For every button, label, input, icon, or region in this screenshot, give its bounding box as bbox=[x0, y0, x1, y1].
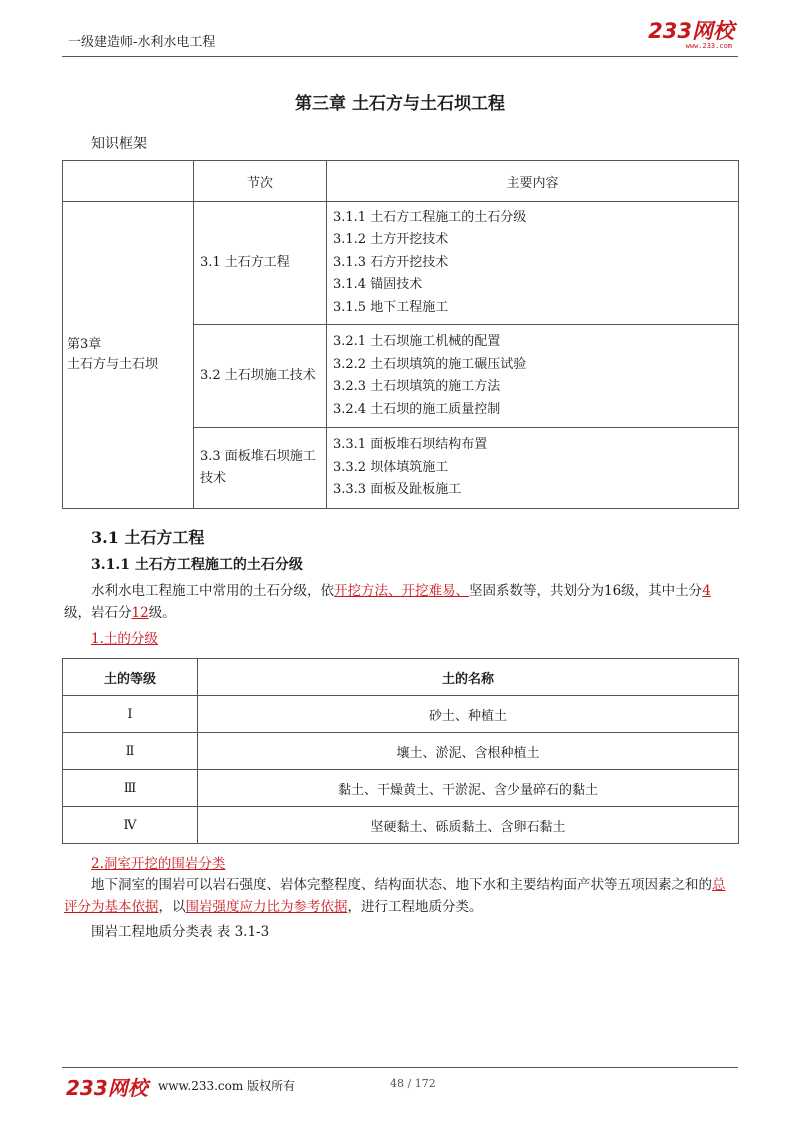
list-item: 3.1.1 土石方工程施工的土石分级 bbox=[333, 209, 527, 225]
logo-text: 233网校 bbox=[648, 19, 734, 43]
soil-name: 砂土、种植土 bbox=[198, 696, 739, 733]
footer-logo[interactable]: 233网校 bbox=[66, 1076, 148, 1100]
table-row bbox=[63, 807, 739, 844]
list-item: 3.1.2 土方开挖技术 bbox=[333, 232, 449, 248]
list-item: 3.1.3 石方开挖技术 bbox=[333, 254, 449, 270]
column-header-content: 主要内容 bbox=[327, 161, 739, 202]
section-items bbox=[327, 202, 739, 325]
table-header-row bbox=[63, 161, 739, 202]
paragraph-text: ，进行工程地质分类。 bbox=[347, 899, 483, 915]
section-title: 3.2 土石坝施工技术 bbox=[194, 325, 327, 428]
framework-label: 知识框架 bbox=[91, 136, 147, 152]
list-item: 3.3.3 面板及趾板施工 bbox=[333, 482, 462, 498]
soil-grade: Ⅰ bbox=[63, 696, 198, 733]
rock-classification-heading: 2.洞室开挖的围岩分类 bbox=[91, 856, 226, 872]
section-items bbox=[327, 428, 739, 509]
chapter-number: 第3章 bbox=[67, 337, 102, 352]
section-heading: 3.1 土石方工程 bbox=[91, 528, 205, 547]
column-header-name: 土的名称 bbox=[198, 659, 739, 696]
header-divider bbox=[62, 56, 738, 57]
paragraph-text: ，以 bbox=[158, 899, 186, 915]
table-row bbox=[63, 696, 739, 733]
subsection-heading: 3.1.1 土石方工程施工的土石分级 bbox=[91, 557, 303, 573]
chapter-cell bbox=[63, 202, 194, 509]
paragraph-text: 级。 bbox=[148, 605, 176, 621]
list-item: 3.2.4 土石坝的施工质量控制 bbox=[333, 401, 501, 417]
key-number: 4 bbox=[702, 583, 711, 599]
paragraph-text: 级，岩石分 bbox=[64, 605, 132, 621]
chapter-name: 土石方与土石坝 bbox=[67, 357, 159, 372]
table-corner-cell bbox=[63, 161, 194, 202]
key-phrase: 总评分为基本依据 bbox=[64, 877, 726, 915]
paragraph-text: 水利水电工程施工中常用的土石分级，依 bbox=[91, 583, 334, 599]
list-item: 3.2.2 土石坝填筑的施工碾压试验 bbox=[333, 356, 527, 372]
page-number: 48 / 172 bbox=[390, 1077, 436, 1090]
soil-name: 壤土、淤泥、含根种植土 bbox=[198, 733, 739, 770]
soil-name: 黏土、干燥黄土、干淤泥、含少量碎石的黏土 bbox=[198, 770, 739, 807]
paragraph-soil-classification bbox=[64, 580, 736, 624]
table-row bbox=[63, 202, 739, 325]
table-caption: 围岩工程地质分类表 表 3.1-3 bbox=[91, 924, 270, 940]
table-header-row bbox=[63, 659, 739, 696]
chapter-title: 第三章 土石方与土石坝工程 bbox=[295, 94, 505, 114]
brand-logo[interactable] bbox=[648, 20, 734, 50]
list-item: 3.3.1 面板堆石坝结构布置 bbox=[333, 437, 488, 453]
list-item: 3.2.1 土石坝施工机械的配置 bbox=[333, 334, 501, 349]
soil-grade-table bbox=[62, 658, 739, 844]
soil-classification-heading: 1.土的分级 bbox=[91, 631, 158, 647]
paragraph-rock-classification bbox=[64, 874, 736, 918]
key-phrase: 围岩强度应力比为参考依据 bbox=[185, 899, 348, 915]
key-number: 12 bbox=[131, 605, 149, 621]
section-title: 3.1 土石方工程 bbox=[194, 202, 327, 325]
column-header-grade: 土的等级 bbox=[63, 659, 198, 696]
paragraph-text: 坚固系数等，共划分为16级，其中土分 bbox=[469, 583, 703, 599]
list-item: 3.3.2 坝体填筑施工 bbox=[333, 459, 449, 475]
section-title: 3.3 面板堆石坝施工技术 bbox=[194, 428, 327, 509]
list-item: 3.2.3 土石坝填筑的施工方法 bbox=[333, 379, 501, 394]
section-items bbox=[327, 325, 739, 428]
list-item: 3.1.5 地下工程施工 bbox=[333, 299, 449, 315]
logo-url: www.233.com bbox=[685, 42, 732, 50]
knowledge-framework-table bbox=[62, 160, 739, 509]
column-header-section: 节次 bbox=[194, 161, 327, 202]
soil-grade: Ⅳ bbox=[63, 807, 198, 844]
document-title: 一级建造师-水利水电工程 bbox=[68, 35, 216, 50]
paragraph-text: 地下洞室的围岩可以岩石强度、岩体完整程度、结构面状态、地下水和主要结构面产状等五项因素之和的 bbox=[91, 877, 712, 893]
soil-name: 坚硬黏土、砾质黏土、含卵石黏土 bbox=[198, 807, 739, 844]
table-row bbox=[63, 733, 739, 770]
list-item: 3.1.4 锚固技术 bbox=[333, 277, 423, 293]
footer-copyright: www.233.com 版权所有 bbox=[158, 1079, 296, 1093]
footer-divider bbox=[62, 1067, 738, 1068]
key-phrase: 开挖方法、开挖难易、 bbox=[334, 583, 469, 599]
soil-grade: Ⅲ bbox=[63, 770, 198, 807]
table-row bbox=[63, 770, 739, 807]
soil-grade: Ⅱ bbox=[63, 733, 198, 770]
